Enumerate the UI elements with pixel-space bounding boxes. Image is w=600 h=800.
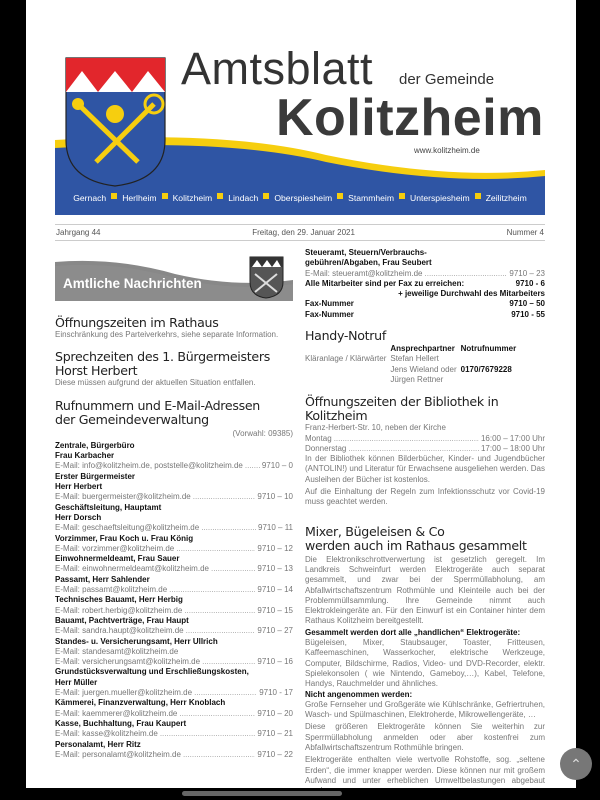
phone-extension: 9710 – 14 [257,585,293,595]
leader-dots [176,544,255,554]
email-link[interactable]: E-Mail: info@kolitzheim.de, poststelle@kolitzheim.de [55,461,243,471]
contact-heading: Erster Bürgermeister [55,471,136,481]
email-link[interactable]: E-Mail: geschaeftsleitung@kolitzheim.de [55,523,200,533]
contact-email-row [305,269,545,279]
heading-oeffnungszeiten: Öffnungszeiten im Rathaus [55,315,219,330]
separator-square-icon [337,193,343,199]
leader-dots [183,750,255,760]
heading-bibliothek: Öffnungszeiten der Bibliothek in Kolitzheim [305,394,499,424]
phone-extension: 9710 – 0 [261,461,293,471]
article-subheading: Gesammelt werden dort alle „handlichen“ Elektrogeräte: [305,627,521,637]
right-column [305,248,545,788]
email-link[interactable]: E-Mail: juergen.mueller@kolitzheim.de [55,688,193,698]
fax-row [305,299,545,309]
phone-extension: 9710 – 16 [257,657,293,667]
leader-dots [186,626,256,636]
heading-sprechzeiten: Sprechzeiten des 1. Bürgermeisters Horst Herbert [55,349,270,379]
leader-dots [201,523,256,533]
village-name: Kolitzheim [172,193,213,203]
contact-heading: Frau Karbacher [55,451,115,461]
hours: 17:00 – 18:00 Uhr [480,443,545,453]
separator-square-icon [217,193,223,199]
phone-extension: 9710 – 21 [257,729,293,739]
leader-dots [184,606,255,616]
email-link[interactable]: E-Mail: personalamt@kolitzheim.de [55,749,181,759]
article-subheading: Nicht angenommen werden: [305,689,413,699]
fax-number: 9710 – 50 [509,299,545,309]
fax-number: 9710 - 55 [511,309,545,319]
leader-dots [160,729,256,739]
village-list [55,193,545,203]
phone-extension: 9710 – 27 [257,626,293,636]
contact-heading: Zentrale, Bürgerbüro [55,440,135,450]
contact-email-row [55,585,293,595]
email-link[interactable]: E-Mail: buergermeister@kolitzheim.de [55,492,191,502]
separator-square-icon [263,193,269,199]
contact-list [55,441,293,760]
phone-extension: 9710 – 12 [257,543,293,553]
contact-email-row [55,564,293,574]
contact-email-row [55,544,293,554]
coat-of-arms-icon [250,257,283,298]
leader-dots [169,585,255,595]
contact-heading: Grundstücksverwaltung und Erschließungskosten, [55,667,249,677]
day: Donnerstag [305,443,347,453]
contact-heading: Geschäftsleitung, Hauptamt [55,502,162,512]
coat-of-arms-icon [66,58,165,186]
hours: 16:00 – 17:00 Uhr [480,433,545,443]
phone-extension: 9710 – 15 [257,605,293,615]
contact-email-row [55,729,293,739]
leader-dots [211,564,255,574]
issue-number: Nummer 4 [506,228,544,237]
email-link[interactable]: E-Mail: sandra.haupt@kolitzheim.de [55,626,184,636]
contact-heading: Bauamt, Pachtverträge, Frau Haupt [55,615,189,625]
oeffnungszeiten-text: Einschränkung des Parteiverkehrs, siehe separate Information. [55,330,279,339]
village-name: Stammheim [348,193,394,203]
phone-extension: 9710 – 11 [258,523,293,533]
facility: Kläranlage / Klärwärter [305,354,387,364]
fax-label: Fax-Nummer [305,299,354,309]
email-link[interactable]: E-Mail: kasse@kolitzheim.de [55,729,158,739]
fax-label: Fax-Nummer [305,309,354,319]
email-link[interactable]: E-Mail: kaemmerer@kolitzheim.de [55,708,178,718]
email-link[interactable]: E-Mail: passamt@kolitzheim.de [55,585,168,595]
masthead-title: Amtsblatt [181,43,374,94]
leader-dots [202,657,255,667]
notruf-table [305,344,520,385]
contact-heading: gebühren/Abgaben, Frau Seubert [305,258,432,268]
phone-extension: 9710 – 13 [257,564,293,574]
emergency-number[interactable]: 0170/7679228 [460,364,512,374]
contact-heading: Kasse, Buchhaltung, Frau Kaupert [55,718,187,728]
phone-extension: 9710 – 10 [257,492,293,502]
contact-email-row [55,461,293,471]
heading-rufnummern-2: der Gemeindeverwaltung [55,411,209,427]
email-link[interactable]: E-Mail: einwohnermeldeamt@kolitzheim.de [55,564,209,574]
separator-square-icon [475,193,481,199]
left-column [55,252,293,760]
phone-extension: 9710 – 22 [257,749,293,759]
leader-dots [245,461,260,471]
village-name: Gernach [73,193,107,203]
contact-email-row [55,709,293,719]
article-paragraph: Diese größeren Elektrogeräte können Sie weiterhin zur Sperrmüllabholung anmelden oder aber kostenfrei zum Abfallwirtschaftszentrum Rothmühle bringen. [305,722,545,752]
contact-heading: Einwohnermeldeamt, Frau Sauer [55,554,180,564]
separator-square-icon [162,193,168,199]
vorwahl: (Vorwahl: 09385) [232,428,293,438]
article-paragraph: Große Fernseher und Großgeräte wie Kühlschränke, Gefriertruhen, Wasch- und Spülmaschinen, Elektroherde, Mikrowellengeräte, … [305,699,545,720]
village-name: Lindach [228,193,259,203]
scroll-to-top-button[interactable] [560,748,592,780]
library-hours-row [305,434,545,444]
sprechzeiten-text: Diese müssen aufgrund der aktuellen Situation entfallen. [55,378,256,388]
fax-number: 9710 - 6 [515,278,545,288]
contact-heading: Standes- u. Versicherungsamt, Herr Ullrich [55,636,218,646]
library-address: Franz-Herbert-Str. 10, neben der Kirche [305,423,446,433]
day: Montag [305,433,332,443]
phone-extension: 9710 – 20 [257,708,293,718]
fax-row [305,310,545,320]
fax-info-row [305,279,545,289]
phone-extension: 9710 – 23 [509,268,545,278]
contact-heading: Passamt, Herr Sahlender [55,574,150,584]
email-link[interactable]: E-Mail: versicherungsamt@kolitzheim.de [55,657,201,667]
contact-email-row [55,626,293,636]
contact-heading: Vorzimmer, Frau Koch u. Frau König [55,533,194,543]
library-covid-text: Auf die Einhaltung der Regeln zum Infektionsschutz vor Covid-19 muss geachtet werden. [305,487,545,507]
contact-email-row [55,523,293,533]
masthead-town: Kolitzheim [276,89,544,147]
phone-extension: 9710 - 17 [259,688,293,698]
leader-dots [193,492,256,502]
article-paragraph: Bügeleisen, Mixer, Staubsauger, Toaster, Fritteusen, Kaffeemaschinen, Wasserkocher, elektrische Werkzeuge, Computer, Bildschirme, Radios, Video- und DVD-Recorder, elektr. Spielekonsolen ( wie Nintendo, Gameboy,…), Kabel, Telefone, Handys, Rauchmelder und ähnliches. [305,638,545,689]
village-name: Unterspiesheim [409,193,470,203]
contact-heading: Herr Dorsch [55,512,102,522]
heading-handy-notruf: Handy-Notruf [305,328,386,344]
chevron-up-icon: ⌃ [570,755,582,772]
contact-heading: Personalamt, Herr Ritz [55,739,141,749]
section-banner-label: Amtliche Nachrichten [63,276,202,291]
heading-mixer: Mixer, Bügeleisen & Co [305,523,445,539]
heading-rufnummern: Rufnummern und E-Mail-Adressen [55,397,260,413]
library-hours-row [305,444,545,454]
separator-square-icon [399,193,405,199]
home-indicator[interactable] [182,791,342,796]
contact-email-row [55,750,293,760]
village-name: Zeilitzheim [485,193,527,203]
contact-heading: Steueramt, Steuern/Verbrauchs- [305,248,427,257]
leader-dots [179,709,255,719]
website-url[interactable]: www.kolitzheim.de [414,146,480,155]
section-banner [55,252,293,301]
contact-email-row [55,657,293,667]
contact-email-row [55,492,293,502]
masthead-subtitle: der Gemeinde [399,71,495,88]
column-header: Ansprechpartner [390,344,455,354]
leader-dots [194,688,257,698]
contact-heading: Herr Müller [55,677,98,687]
contact-person: Jürgen Rettner [390,374,444,384]
contact-email-row [55,606,293,616]
contact-person: Stefan Hellert [390,354,439,364]
article-paragraph: Die Elektronikschrottverwertung ist gesetzlich geregelt. Im Landkreis Schweinfurt werden Elektrogeräte auch separat gesammelt, und zwar bei der Sperrmüllabholung, am Abfallwirtschaftszentrum Rothmühle und Kleinteile auch bei der Problemmüllsammlung. Ihre Gemeinde nimmt auch Elektrokleingeräte an. Für den Einwurf ist ein Container hinter dem Rathaus Kolitzheim bereitgestellt. [305,554,545,626]
email-link[interactable]: E-Mail: robert.herbig@kolitzheim.de [55,605,183,615]
contact-heading: Technisches Bauamt, Herr Herbig [55,595,183,605]
issue-meta [55,224,545,241]
village-name: Oberspiesheim [274,193,333,203]
contact-heading: Kämmerei, Finanzverwaltung, Herr Knoblach [55,698,226,708]
contact-heading: Herr Herbert [55,482,103,492]
fax-note: + jeweilige Durchwahl des Mitarbeiters [398,289,545,299]
email-link[interactable]: E-Mail: vorzimmer@kolitzheim.de [55,543,175,553]
article-paragraph: Elektrogeräte enthalten viele wertvolle Rohstoffe, sog. „seltene Erden“, die immer knapper werden. Diese können nur mit großem Aufwand und unter erheblichen Umweltbelastungen abgebaut [305,755,545,785]
fax-label: Alle Mitarbeiter sind per Fax zu erreichen: [305,278,465,288]
heading-mixer-2: werden auch im Rathaus gesammelt [305,537,527,553]
library-text: In der Bibliothek können Bilderbücher, Kinder- und Jugendbücher (ANTOLIN!) und Literatur für Erwachsene ausgeliehen werden. Das Ausleihen der Bücher ist kostenlos. [305,454,545,484]
document-page[interactable] [26,0,576,788]
separator-square-icon [111,193,117,199]
column-header: Notrufnummer [460,344,517,354]
contact-email-row [55,688,293,698]
contact-person: Jens Wieland oder [390,364,457,374]
volume: Jahrgang 44 [56,228,101,237]
contact-email: E-Mail: standesamt@kolitzheim.de [55,646,179,656]
village-name: Herlheim [122,193,157,203]
issue-date: Freitag, den 29. Januar 2021 [252,228,355,237]
email-link[interactable]: E-Mail: steueramt@kolitzheim.de [305,268,423,278]
